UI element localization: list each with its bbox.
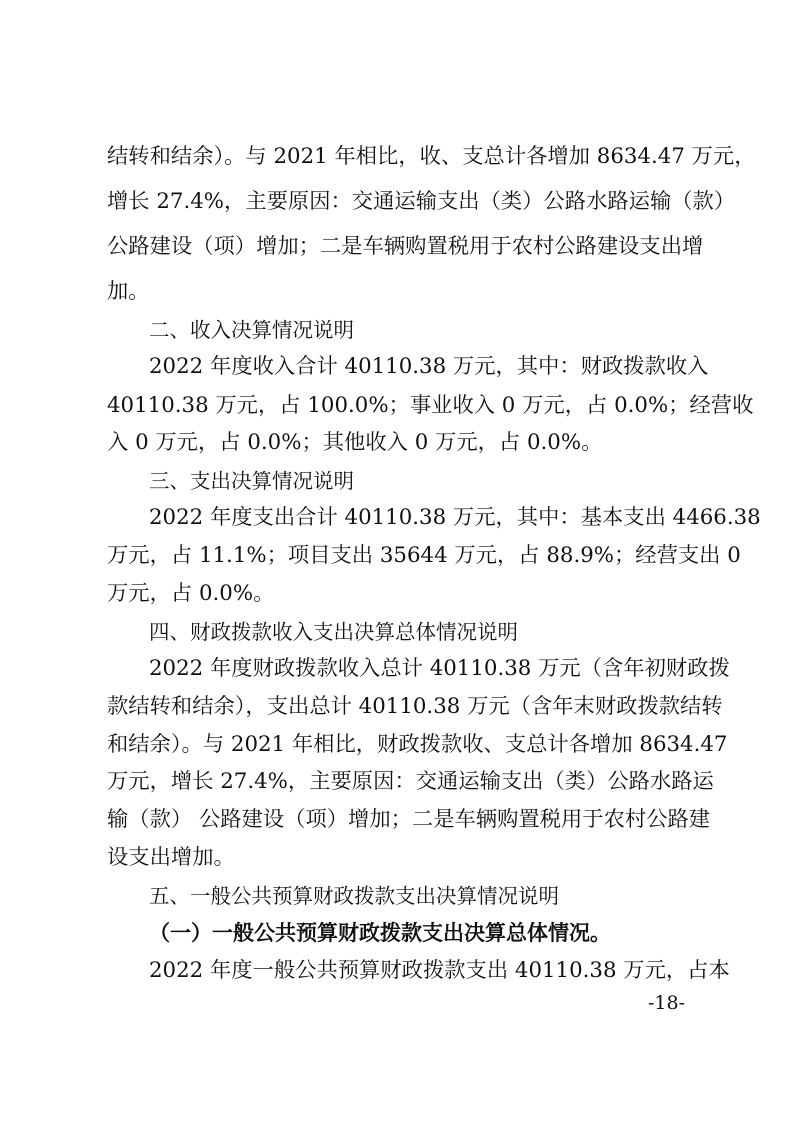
paragraph-line: 2022 年度一般公共预算财政拨款支出 40110.38 万元，占本 (149, 958, 730, 983)
paragraph-line: 款结转和结余），支出总计 40110.38 万元（含年末财政拨款结转 (107, 694, 723, 719)
section-heading-income: 二、收入决算情况说明 (149, 318, 354, 342)
paragraph-line: 和结余）。与 2021 年相比，财政拨款收、支总计各增加 8634.47 (107, 732, 728, 757)
page-number: -18- (648, 992, 686, 1014)
section-heading-general-budget: 五、一般公共预算财政拨款支出决算情况说明 (149, 884, 559, 908)
paragraph-line: 结转和结余）。与 2021 年相比，收、支总计各增加 8634.47 万元， (107, 144, 756, 169)
paragraph-line: 万元，占 0.0%。 (107, 581, 275, 606)
paragraph-line: 加。 (107, 279, 150, 304)
subsection-heading: （一）一般公共预算财政拨款支出决算总体情况。 (149, 920, 611, 945)
paragraph-line: 公路建设（项）增加；二是车辆购置税用于农村公路建设支出增 (107, 234, 704, 259)
paragraph-line: 2022 年度财政拨款收入总计 40110.38 万元（含年初财政拨 (149, 656, 730, 681)
paragraph-line: 2022 年度支出合计 40110.38 万元，其中：基本支出 4466.38 (149, 505, 761, 530)
paragraph-line: 40110.38 万元，占 100.0%；事业收入 0 万元，占 0.0%；经营收 (107, 393, 754, 418)
paragraph-line: 设支出增加。 (107, 845, 235, 870)
section-heading-expenditure: 三、支出决算情况说明 (149, 469, 354, 493)
paragraph-line: 入 0 万元，占 0.0%；其他收入 0 万元，占 0.0%。 (107, 430, 603, 455)
paragraph-line: 输（款） 公路建设（项）增加；二是车辆购置税用于农村公路建 (107, 807, 711, 832)
paragraph-line: 增长 27.4%，主要原因：交通运输支出（类）公路水路运输（款） (107, 189, 736, 214)
section-heading-fiscal-overview: 四、财政拨款收入支出决算总体情况说明 (149, 620, 518, 644)
paragraph-line: 万元，占 11.1%；项目支出 35644 万元，占 88.9%；经营支出 0 (107, 543, 741, 568)
paragraph-line: 2022 年度收入合计 40110.38 万元，其中：财政拨款收入 (149, 354, 709, 379)
paragraph-line: 万元，增长 27.4%，主要原因：交通运输支出（类）公路水路运 (107, 769, 714, 794)
